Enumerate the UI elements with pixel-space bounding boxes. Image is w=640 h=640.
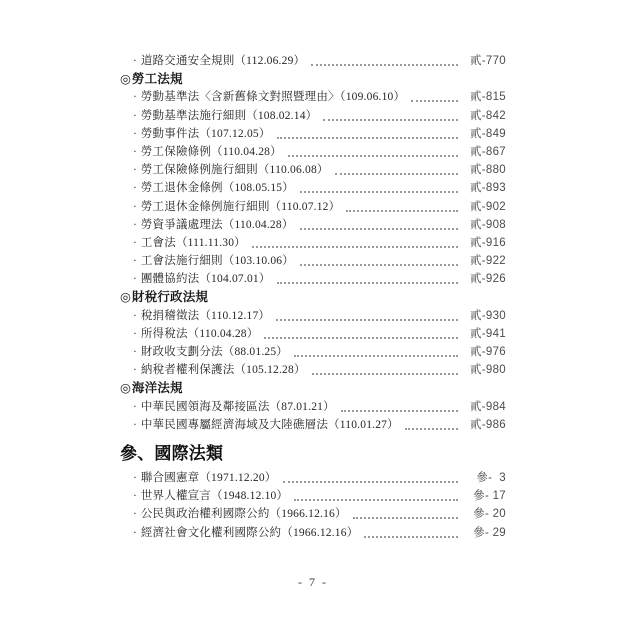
toc-entry: [120, 143, 506, 161]
dot-leader: [323, 119, 458, 121]
toc-part-header: [120, 440, 506, 467]
toc-entry: [120, 487, 506, 505]
bullet-dot-icon: ·: [133, 346, 137, 358]
dot-leader: [311, 64, 458, 66]
section-marker-icon: ◎: [120, 290, 131, 305]
section-title: 勞工法規: [131, 72, 183, 87]
bullet-dot-icon: ·: [133, 490, 137, 503]
bullet-dot-icon: ·: [133, 526, 137, 539]
entry-title: 財政收支劃分法（88.01.25）: [140, 346, 288, 358]
toc-entry: [120, 505, 506, 523]
entry-title: 勞工保險條例施行細則（110.06.08）: [140, 164, 329, 177]
dot-leader: [294, 355, 458, 357]
toc-entry: [120, 416, 506, 434]
toc-entry: [120, 398, 506, 416]
dot-leader: [300, 264, 458, 266]
toc-entry: [120, 216, 506, 234]
entry-page-label: 貳-908: [469, 218, 506, 231]
toc-list: [120, 52, 506, 542]
section-title: 財稅行政法規: [131, 290, 209, 305]
dot-leader: [283, 481, 459, 483]
entry-title: 道路交通安全規則（112.06.29）: [140, 55, 306, 67]
dot-leader: [300, 191, 458, 193]
entry-page-label: 貳-930: [469, 309, 506, 322]
dot-leader: [364, 536, 458, 538]
entry-page-label: 參- 20: [473, 508, 506, 521]
entry-page-label: 貳-916: [469, 236, 506, 249]
entry-title: 所得稅法（110.04.28）: [140, 327, 259, 340]
entry-title: 聯合國憲章（1971.12.20）: [140, 471, 277, 484]
entry-page-label: 貳-867: [469, 145, 506, 158]
dot-leader: [341, 410, 458, 412]
bullet-dot-icon: ·: [133, 127, 137, 140]
bullet-dot-icon: ·: [133, 418, 137, 431]
dot-leader: [353, 517, 458, 519]
toc-entry: [120, 198, 506, 216]
entry-title: 勞工保險條例（110.04.28）: [140, 145, 282, 158]
bullet-dot-icon: ·: [133, 218, 137, 231]
entry-page-label: 貳-880: [469, 164, 506, 177]
bullet-dot-icon: ·: [133, 327, 137, 340]
dot-leader: [346, 210, 458, 212]
toc-entry: [120, 125, 506, 143]
toc-entry: [120, 343, 506, 361]
entry-title: 工會法（111.11.30）: [140, 236, 246, 249]
section-title: 海洋法規: [131, 381, 183, 396]
entry-page-label: 貳-976: [469, 346, 506, 358]
bullet-dot-icon: ·: [133, 182, 137, 195]
bullet-dot-icon: ·: [133, 364, 137, 377]
bullet-dot-icon: ·: [133, 236, 137, 249]
entry-title: 世界人權宣言（1948.12.10）: [140, 490, 289, 503]
toc-entry: [120, 524, 506, 542]
dot-leader: [277, 282, 458, 284]
entry-title: 公民與政治權利國際公約（1966.12.16）: [140, 508, 347, 521]
section-marker-icon: ◎: [120, 381, 131, 396]
dot-leader: [277, 137, 458, 139]
entry-page-label: 貳-984: [469, 400, 506, 413]
toc-section-header: [120, 288, 506, 306]
dot-leader: [312, 373, 458, 375]
entry-title: 納稅者權利保護法（105.12.28）: [140, 364, 306, 377]
bullet-dot-icon: ·: [133, 109, 137, 122]
toc-entry: [120, 270, 506, 288]
entry-page-label: 貳-986: [469, 418, 506, 431]
entry-title: 經濟社會文化權利國際公約（1966.12.16）: [140, 526, 359, 539]
entry-title: 中華民國專屬經濟海域及大陸礁層法（110.01.27）: [140, 418, 399, 431]
entry-page-label: 貳-849: [469, 127, 506, 140]
toc-section-header: [120, 379, 506, 397]
entry-page-label: 參- 17: [473, 490, 506, 503]
entry-page-label: 貳-941: [469, 327, 506, 340]
entry-title: 勞動基準法〈含新舊條文對照暨理由〉（109.06.10）: [140, 91, 406, 104]
dot-leader: [405, 428, 458, 430]
dot-leader: [294, 499, 458, 501]
page-number-footer: - 7 -: [298, 575, 328, 589]
entry-page-label: 貳-842: [469, 109, 506, 122]
entry-title: 中華民國領海及鄰接區法（87.01.21）: [140, 400, 335, 413]
toc-entry: [120, 252, 506, 270]
entry-title: 工會法施行細則（103.10.06）: [140, 255, 294, 268]
dot-leader: [411, 100, 458, 102]
entry-page-label: 貳-893: [469, 182, 506, 195]
entry-title: 勞工退休金條例（108.05.15）: [140, 182, 294, 195]
dot-leader: [300, 228, 458, 230]
entry-title: 團體協約法（104.07.01）: [140, 273, 271, 286]
dot-leader: [276, 319, 458, 321]
entry-page-label: 貳-902: [469, 200, 506, 213]
entry-title: 勞工退休金條例施行細則（110.07.12）: [140, 200, 341, 213]
entry-page-label: 貳-922: [469, 255, 506, 268]
entry-title: 勞動事件法（107.12.05）: [140, 127, 271, 140]
toc-entry: [120, 107, 506, 125]
entry-page-label: 貳-815: [469, 91, 506, 104]
dot-leader: [264, 337, 458, 339]
bullet-dot-icon: ·: [133, 309, 137, 322]
entry-page-label: 貳-770: [469, 55, 506, 67]
bullet-dot-icon: ·: [133, 273, 137, 286]
toc-entry: [120, 179, 506, 197]
entry-title: 勞動基準法施行細則（108.02.14）: [140, 109, 318, 122]
entry-page-label: 參- 29: [473, 526, 506, 539]
entry-title: 稅捐稽徵法（110.12.17）: [140, 309, 271, 322]
bullet-dot-icon: ·: [133, 55, 137, 67]
bullet-dot-icon: ·: [133, 200, 137, 213]
toc-entry: [120, 52, 506, 70]
toc-entry: [120, 307, 506, 325]
bullet-dot-icon: ·: [133, 145, 137, 158]
bullet-dot-icon: ·: [133, 91, 137, 104]
entry-page-label: 貳-980: [469, 364, 506, 377]
entry-page-label: 參- 3: [476, 471, 506, 484]
entry-page-label: 貳-926: [469, 273, 506, 286]
section-marker-icon: ◎: [120, 72, 131, 87]
dot-leader: [288, 155, 458, 157]
dot-leader: [335, 173, 458, 175]
toc-entry: [120, 361, 506, 379]
bullet-dot-icon: ·: [133, 471, 137, 484]
entry-title: 勞資爭議處理法（110.04.28）: [140, 218, 294, 231]
toc-section-header: [120, 70, 506, 88]
toc-entry: [120, 161, 506, 179]
bullet-dot-icon: ·: [133, 400, 137, 413]
toc-entry: [120, 325, 506, 343]
toc-entry: [120, 469, 506, 487]
part-title: 參、國際法類: [120, 443, 224, 463]
bullet-dot-icon: ·: [133, 164, 137, 177]
toc-entry: [120, 234, 506, 252]
bullet-dot-icon: ·: [133, 508, 137, 521]
toc-entry: [120, 88, 506, 106]
bullet-dot-icon: ·: [133, 255, 137, 268]
dot-leader: [252, 246, 458, 248]
